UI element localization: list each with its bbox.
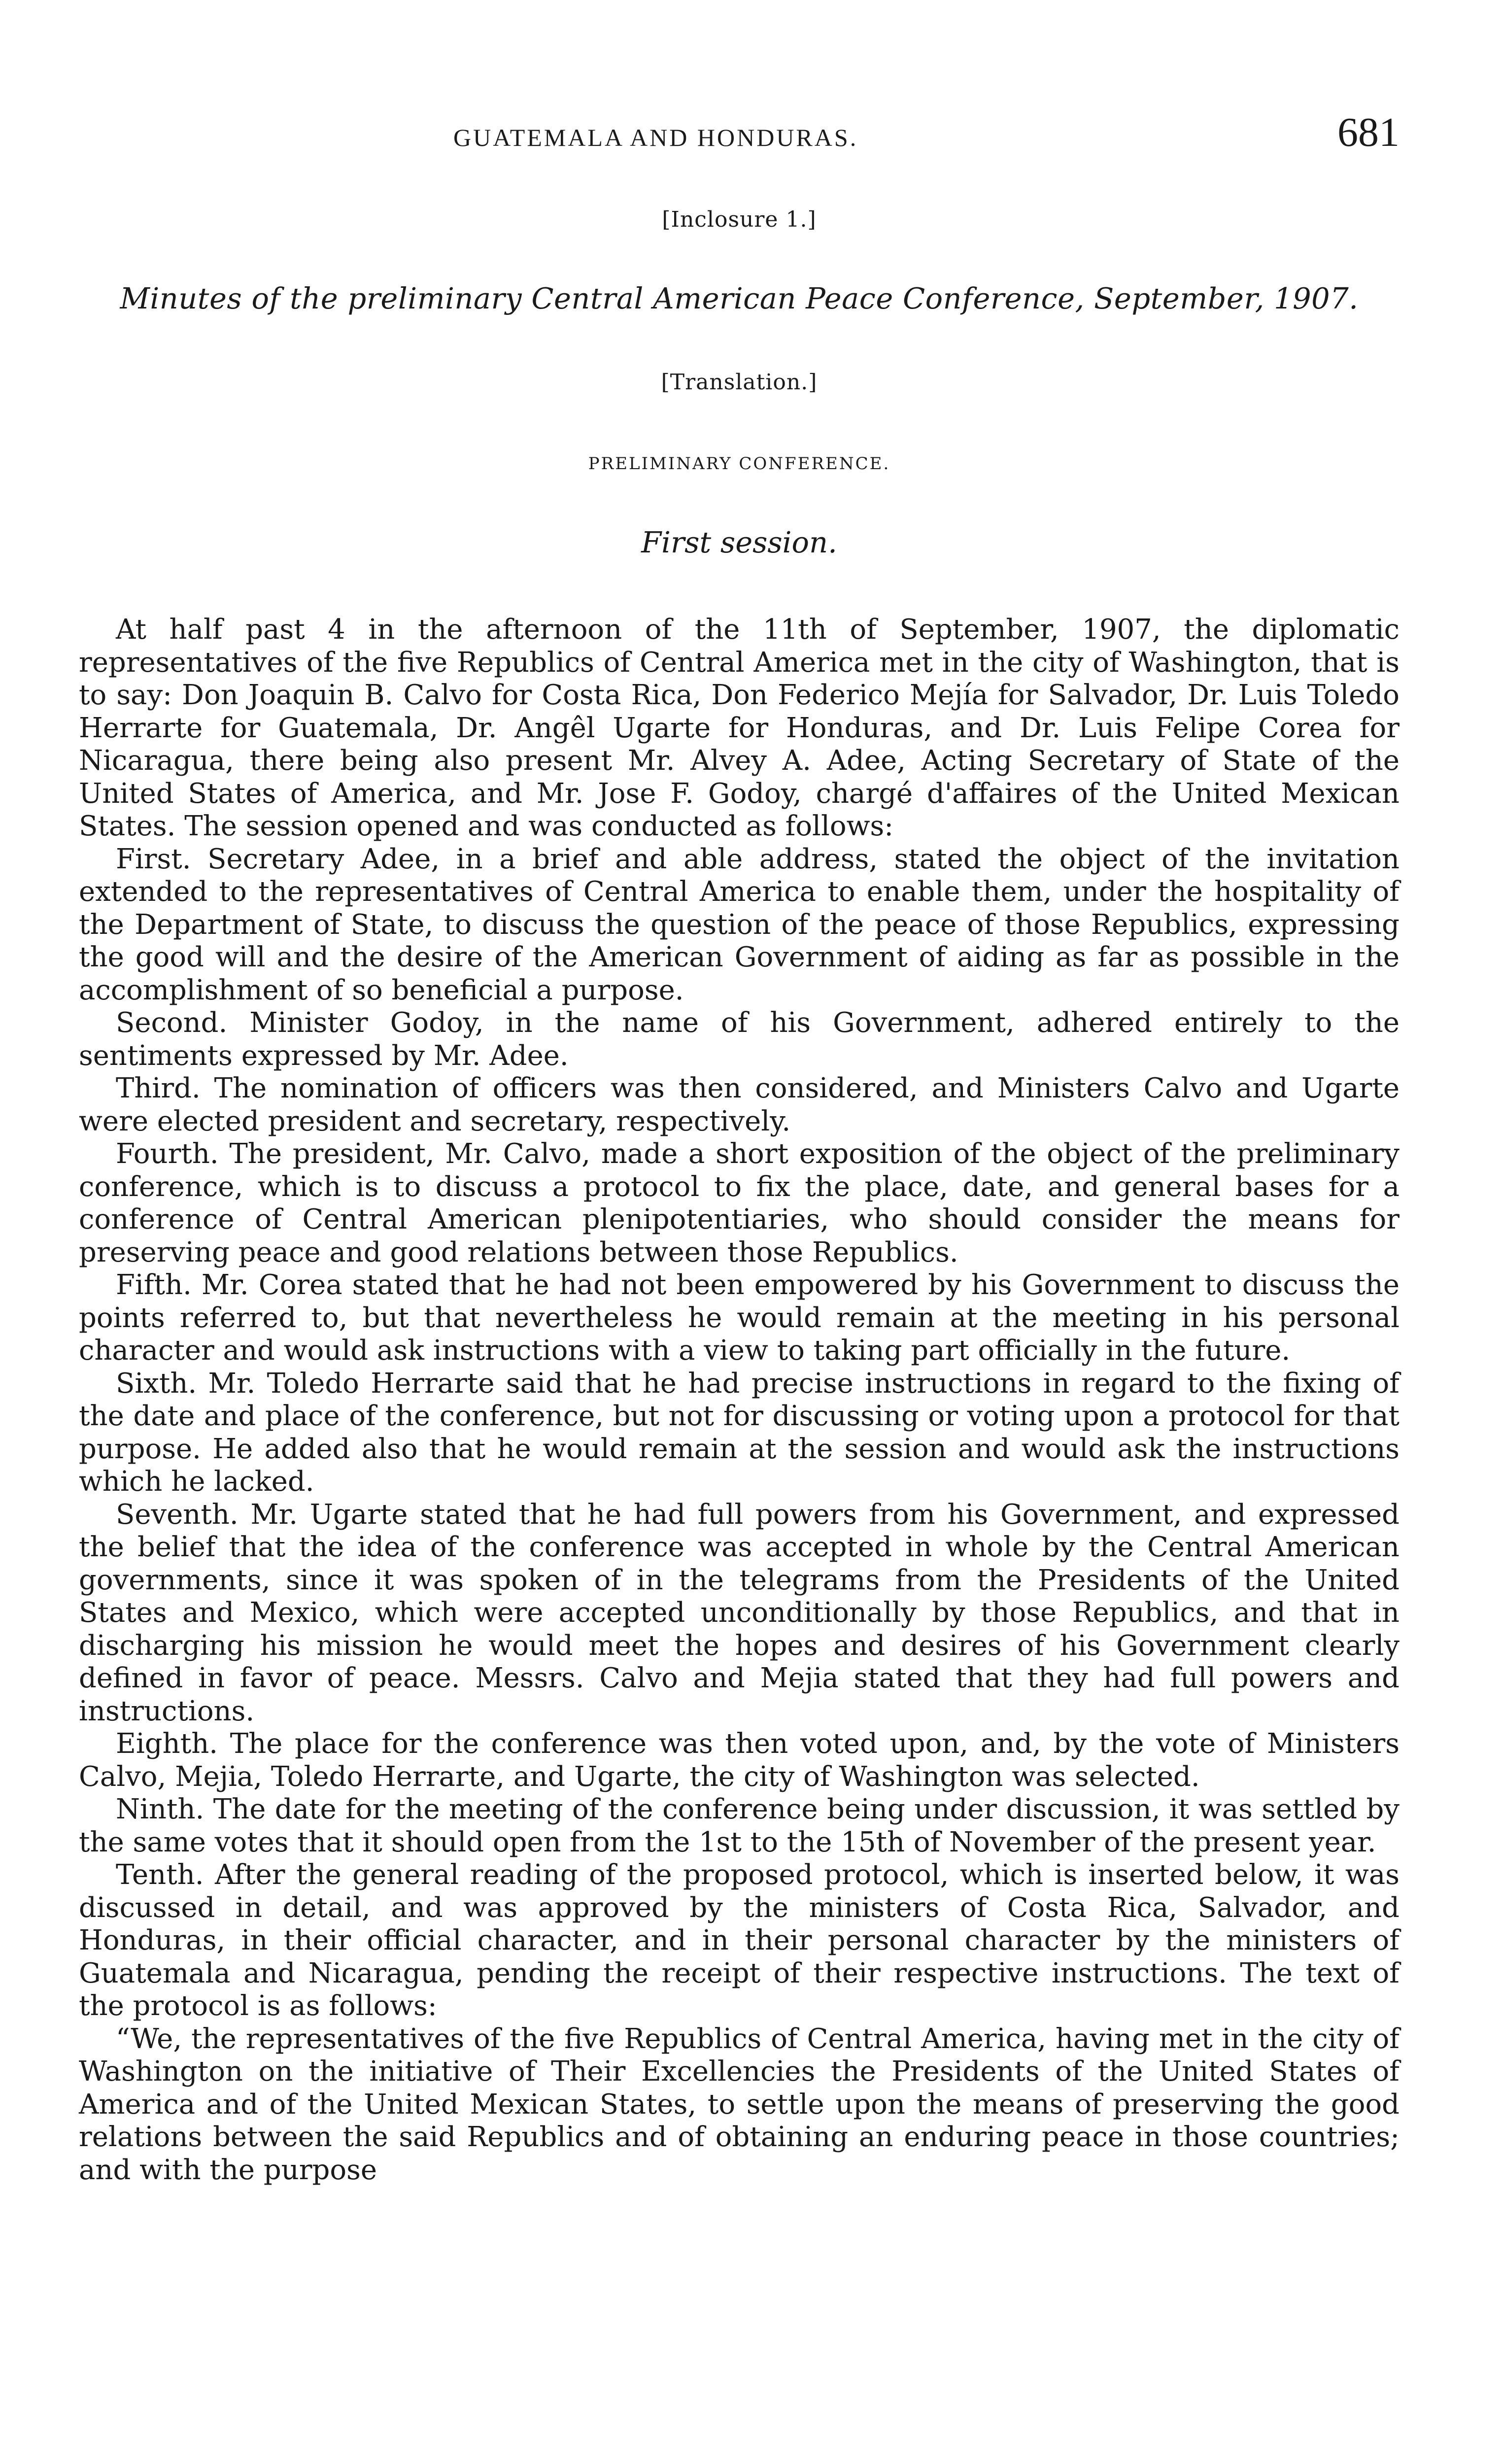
section-heading: PRELIMINARY CONFERENCE. bbox=[588, 454, 890, 474]
paragraph-first: First. Secretary Adee, in a brief and able address, stated the object of the invitation extended to the representatives of Central America to enable them, under the hospitality of the Department of State, to discuss the question of the peace of those Republics, expressing the good will and the desire of the American Government of aiding as far as possible in the accomplishment of so beneficial a purpose. bbox=[79, 843, 1400, 1006]
body-text bbox=[79, 614, 1400, 2187]
paragraph-opening: At half past 4 in the afternoon of the 11th of September, 1907, the diplomatic representatives of the five Republics of Central America met in the city of Washington, that is to say: Don Joaquin B. Calvo for Costa Rica, Don Federico Mejía for Salvador, Dr. Luis Toledo Herrarte for Guatemala, Dr. Angêl Ugarte for Honduras, and Dr. Luis Felipe Corea for Nicaragua, there being also present Mr. Alvey A. Adee, Acting Secretary of State of the United States of America, and Mr. Jose F. Godoy, chargé d'affaires of the United Mexican States. The session opened and was conducted as follows: bbox=[79, 614, 1400, 842]
paragraph-fourth: Fourth. The president, Mr. Calvo, made a short exposition of the object of the preliminary conference, which is to discuss a protocol to fix the place, date, and general bases for a conference of Central American plenipotentiaries, who should consider the means for preserving peace and good relations between those Republics. bbox=[79, 1138, 1400, 1268]
paragraph-ninth: Ninth. The date for the meeting of the conference being under discussion, it was settled by the same votes that it should open from the 1st to the 15th of November of the present year. bbox=[79, 1793, 1400, 1858]
paragraph-eighth: Eighth. The place for the conference was then voted upon, and, by the vote of Ministers Calvo, Mejia, Toledo Herrarte, and Ugarte, the city of Washington was selected. bbox=[79, 1728, 1400, 1793]
session-heading: First session. bbox=[641, 525, 837, 559]
translation-note: [Translation.] bbox=[661, 370, 818, 395]
document-page bbox=[79, 99, 1400, 2187]
paragraph-protocol-text: “We, the representatives of the five Republics of Central America, having met in the city of Washington on the initiative of Their Excellencies the Presidents of the United States of America and of the United Mexican States, to settle upon the means of preserving the good relations between the said Republics and of obtaining an enduring peace in those countries; and with the purpose bbox=[79, 2022, 1400, 2186]
inclosure-label: [Inclosure 1.] bbox=[662, 207, 817, 232]
paragraph-seventh: Seventh. Mr. Ugarte stated that he had full powers from his Government, and expressed the belief that the idea of the conference was accepted in whole by the Central American governments, since it was spoken of in the telegrams from the Presidents of the United States and Mexico, which were accepted unconditionally by those Republics, and that in discharging his mission he would meet the hopes and desires of his Government clearly defined in favor of peace. Messrs. Calvo and Mejia stated that they had full powers and instructions. bbox=[79, 1498, 1400, 1727]
paragraph-sixth: Sixth. Mr. Toledo Herrarte said that he had precise instructions in regard to the fixing of the date and place of the conference, but not for discussing or voting upon a protocol for that purpose. He added also that he would remain at the session and would ask the instructions which he lacked. bbox=[79, 1367, 1400, 1498]
page-number: 681 bbox=[1337, 109, 1400, 155]
running-header bbox=[79, 99, 1400, 163]
running-title: GUATEMALA AND HONDURAS. bbox=[453, 124, 858, 151]
paragraph-third: Third. The nomination of officers was then considered, and Ministers Calvo and Ugarte were elected president and secretary, respectively. bbox=[79, 1072, 1400, 1137]
paragraph-fifth: Fifth. Mr. Corea stated that he had not been empowered by his Government to discuss the points referred to, but that nevertheless he would remain at the meeting in his personal character and would ask instructions with a view to taking part officially in the future. bbox=[79, 1269, 1400, 1367]
document-title: Minutes of the preliminary Central American Peace Conference, September, 1907. bbox=[120, 281, 1359, 315]
paragraph-second: Second. Minister Godoy, in the name of his Government, adhered entirely to the sentiments expressed by Mr. Adee. bbox=[79, 1007, 1400, 1072]
paragraph-tenth: Tenth. After the general reading of the proposed protocol, which is inserted below, it was discussed in detail, and was approved by the ministers of Costa Rica, Salvador, and Honduras, in their official character, and in their personal character by the ministers of Guatemala and Nicaragua, pending the receipt of their respective instructions. The text of the protocol is as follows: bbox=[79, 1859, 1400, 2022]
